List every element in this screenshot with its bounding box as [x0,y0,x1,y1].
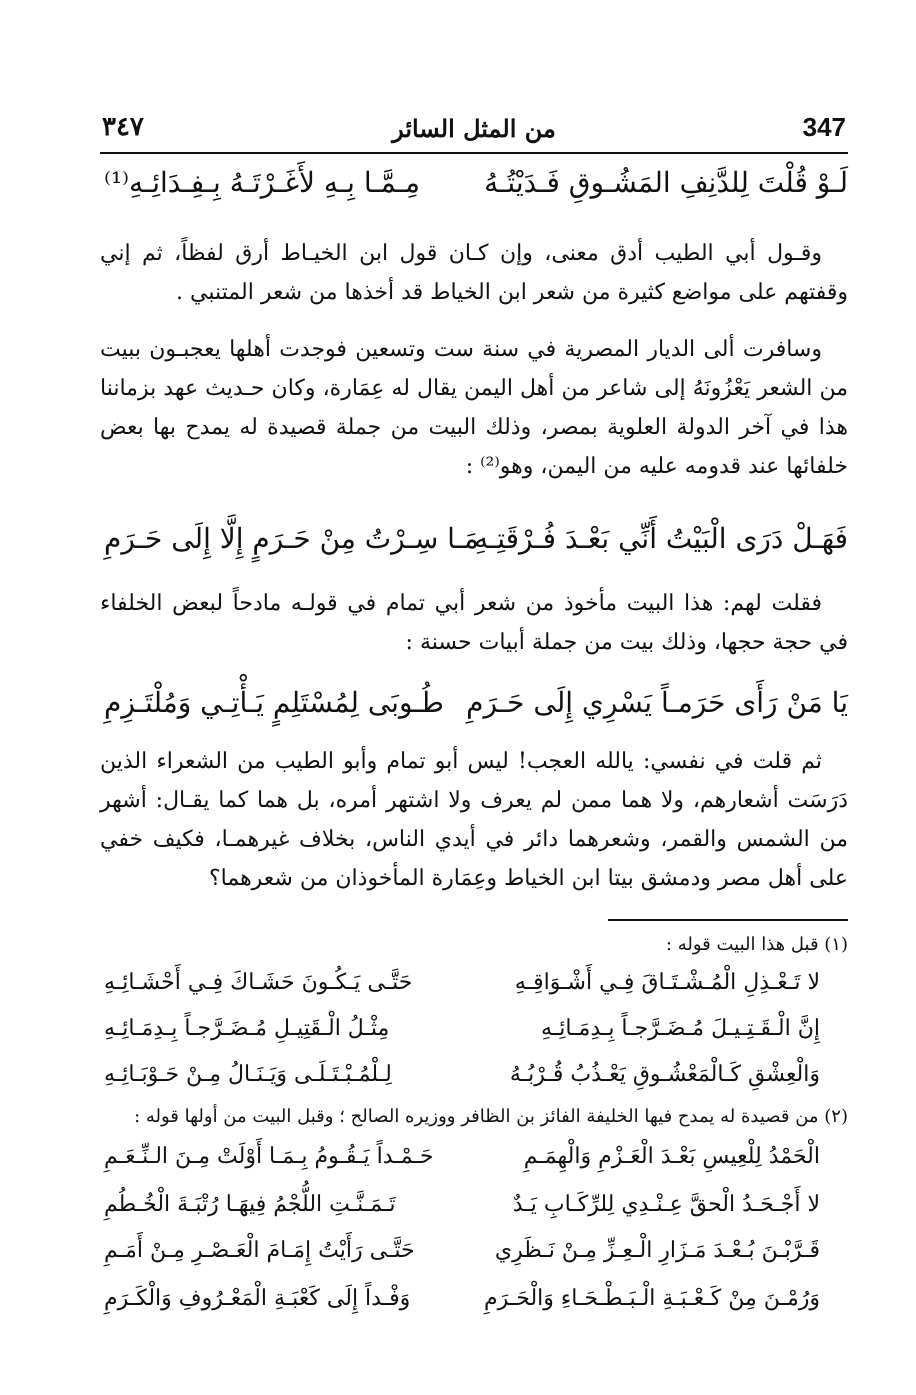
footnote-verse-second-hemistich: لِـلْمُـبْـتَـلَـى وَيَـنَـالُ مِـنْ حَـوْبَـائِـهِ [104,1062,392,1087]
verse-3 [100,686,848,736]
footnote-2-verse [100,1286,848,1326]
footnote-verse-first-hemistich: لا أَجْـحَـدُ الْحقَّ عِـنْـدِي لِلرِّكَـابِ يَـدٌ [512,1192,820,1217]
verse-1-second-hemistich: مِـمَّـا بِـهِ لأَغَـرْتَـهُ بِـفِـدَائِـهِ⁽¹⁾ [104,166,420,199]
footnote-verse-second-hemistich: وَفْـداً إِلَى كَعْبَـةِ الْمَعْـرُوفِ وَالْكَـرَمِ [104,1286,411,1311]
footnote-verse-first-hemistich: الْحَمْدُ لِلْعِيسِ بَعْـدَ الْعَـزْمِ وَالْهِمَـمِ [523,1144,820,1169]
footnote-verse-second-hemistich: حَتَّـى رَأَيْتُ إِمَـامَ الْعَـصْـرِ مِـنْ أَمَـمِ [104,1238,415,1263]
paragraph-1-text: وقـول أبي الطيب أدق معنى، وإن كـان قول ابن الخيـاط أرق لفظاً، ثم إني وقفتهم على مواضع كثيرة من شعر ابن الخياط قد أخذها من شعر المتنبي . [100,241,848,305]
footnote-verse-second-hemistich: حَـمْـداً يَـقُـومُ بِـمَـا أَوْلَتْ مِـنَ الـنِّـعَـمِ [104,1144,434,1169]
footnote-verse-first-hemistich: لا تَـعْـذِلِ الْمُـشْـتَـاقَ فِـي أَشْـوَاقِـهِ [514,970,820,995]
verse-2 [100,522,848,572]
verse-2-first-hemistich: فَهَـلْ دَرَى الْبَيْتُ أَنِّي بَعْـدَ فُـرْقَتِـهِ [473,522,848,555]
verse-1-first-hemistich: لَـوْ قُلْتَ لِلدَّنِفِ المَشُـوقِ فَـدَيْتُـهُ [484,166,848,199]
footnote-verse-second-hemistich: تَـمَـنَّـتِ اللُّجْمُ فِيهَـا رُتْبَـةَ الْخُـطُمِ [104,1192,396,1217]
paragraph-4 [100,742,848,898]
running-title: من المثل السائر [392,114,556,143]
paragraph-2-text: وسافرت ألى الديار المصرية في سنة ست وتسعين فوجدت أهلها يعجبـون ببيت من الشعر يَعْزُونَهُ إلى شاعر من أهل اليمن يقال له عِمَارة، وكان حـديث عهد بزماننا هذا في آخر الدولة العلوية بمصر، وذلك البيت من جملة قصيدة له يمدح بها بعض خلفائها عند قدومه عليه من اليمن، وهو⁽²⁾ : [100,337,849,479]
footnote-1-verse [100,1016,848,1056]
verse-3-first-hemistich: يَا مَنْ رَأَى حَرَمـاً يَسْرِي إِلَى حَـرَمِ [466,686,848,719]
footnote-rule [608,919,848,921]
paragraph-1 [100,234,848,312]
footnote-verse-first-hemistich: قَـرَّبْـنَ بُـعْـدَ مَـزَارِ الْـعِـزِّ مِـنْ نَـظَرِي [494,1238,820,1263]
footnote-1-verse [100,1062,848,1102]
footnote-verse-first-hemistich: وَالْعِشْقِ كَـالْمَعْشُـوقِ يَعْـذُبُ قُـرْبُـهُ [509,1062,820,1087]
verse-2-second-hemistich: مَـا سِـرْتُ مِنْ حَـرَمٍ إِلَّا إِلَى حَـرَمِ [104,522,479,555]
footnote-1-intro: (١) قبل هذا البيت قوله : [665,934,848,955]
footnote-2-verse [100,1144,848,1184]
footnote-1-verse [100,970,848,1010]
paragraph-2 [100,330,848,486]
paragraph-4-text: ثم قلت في نفسي: يالله العجب! ليس أبو تمام وأبو الطيب من الشعراء الذين دَرَسَت أشعارهم، ولا هما ممن لم يعرف ولا اشتهر أمره، بل هما كما يقـال: أشهر من الشمس والقمر، وشعرهما دائر في أيدي الناس، بخلاف غيرهمـا، فكيف خفي على أهل مصر ودمشق بيتا ابن الخياط وعِمَارة المأخوذان من شعرهما؟ [100,749,848,891]
footnote-2-intro: (٢) من قصيدة له يمدح فيها الخليفة الفائز بن الظافر ووزيره الصالح ؛ وقبل البيت من أولها قوله : [134,1106,848,1127]
footnote-verse-first-hemistich: وَرُمْـنَ مِنْ كَـعْـبَـةِ الْـبَـطْـحَـاءِ وَالْحَـرَمِ [484,1286,820,1311]
paragraph-3-text: فقلت لهم: هذا البيت مأخوذ من شعر أبي تمام في قولـه مادحاً لبعض الخلفاء في حجة حجها، وذلك بيت من جملة أبيات حسنة : [100,591,848,655]
footnote-2-verse [100,1238,848,1278]
page-header [100,108,848,152]
page-number: 347 [802,112,846,142]
footnote-verse-second-hemistich: حَتَّـى يَـكُـونَ حَشَـاكَ فِـي أَحْشَـائِـهِ [104,970,413,995]
header-rule [100,152,848,154]
verse-1 [100,166,848,216]
footnote-verse-second-hemistich: مِثْـلُ الْـقَتِيـلِ مُـضَـرَّجـاً بِـدِمَـائِـهِ [104,1016,390,1041]
verse-3-second-hemistich: طُـوبَى لِمُسْتَلِمٍ يَـأْتِـي وَمُلْتَـزِمِ [104,686,444,719]
page-number-arabic: ٣٤٧ [102,112,144,142]
footnote-2-verse [100,1192,848,1232]
footnote-verse-first-hemistich: إِنَّ الْـقَـتِـيـلَ مُـضَـرَّجـاً بِـدِمَـائِـهِ [541,1016,820,1041]
paragraph-3 [100,584,848,662]
